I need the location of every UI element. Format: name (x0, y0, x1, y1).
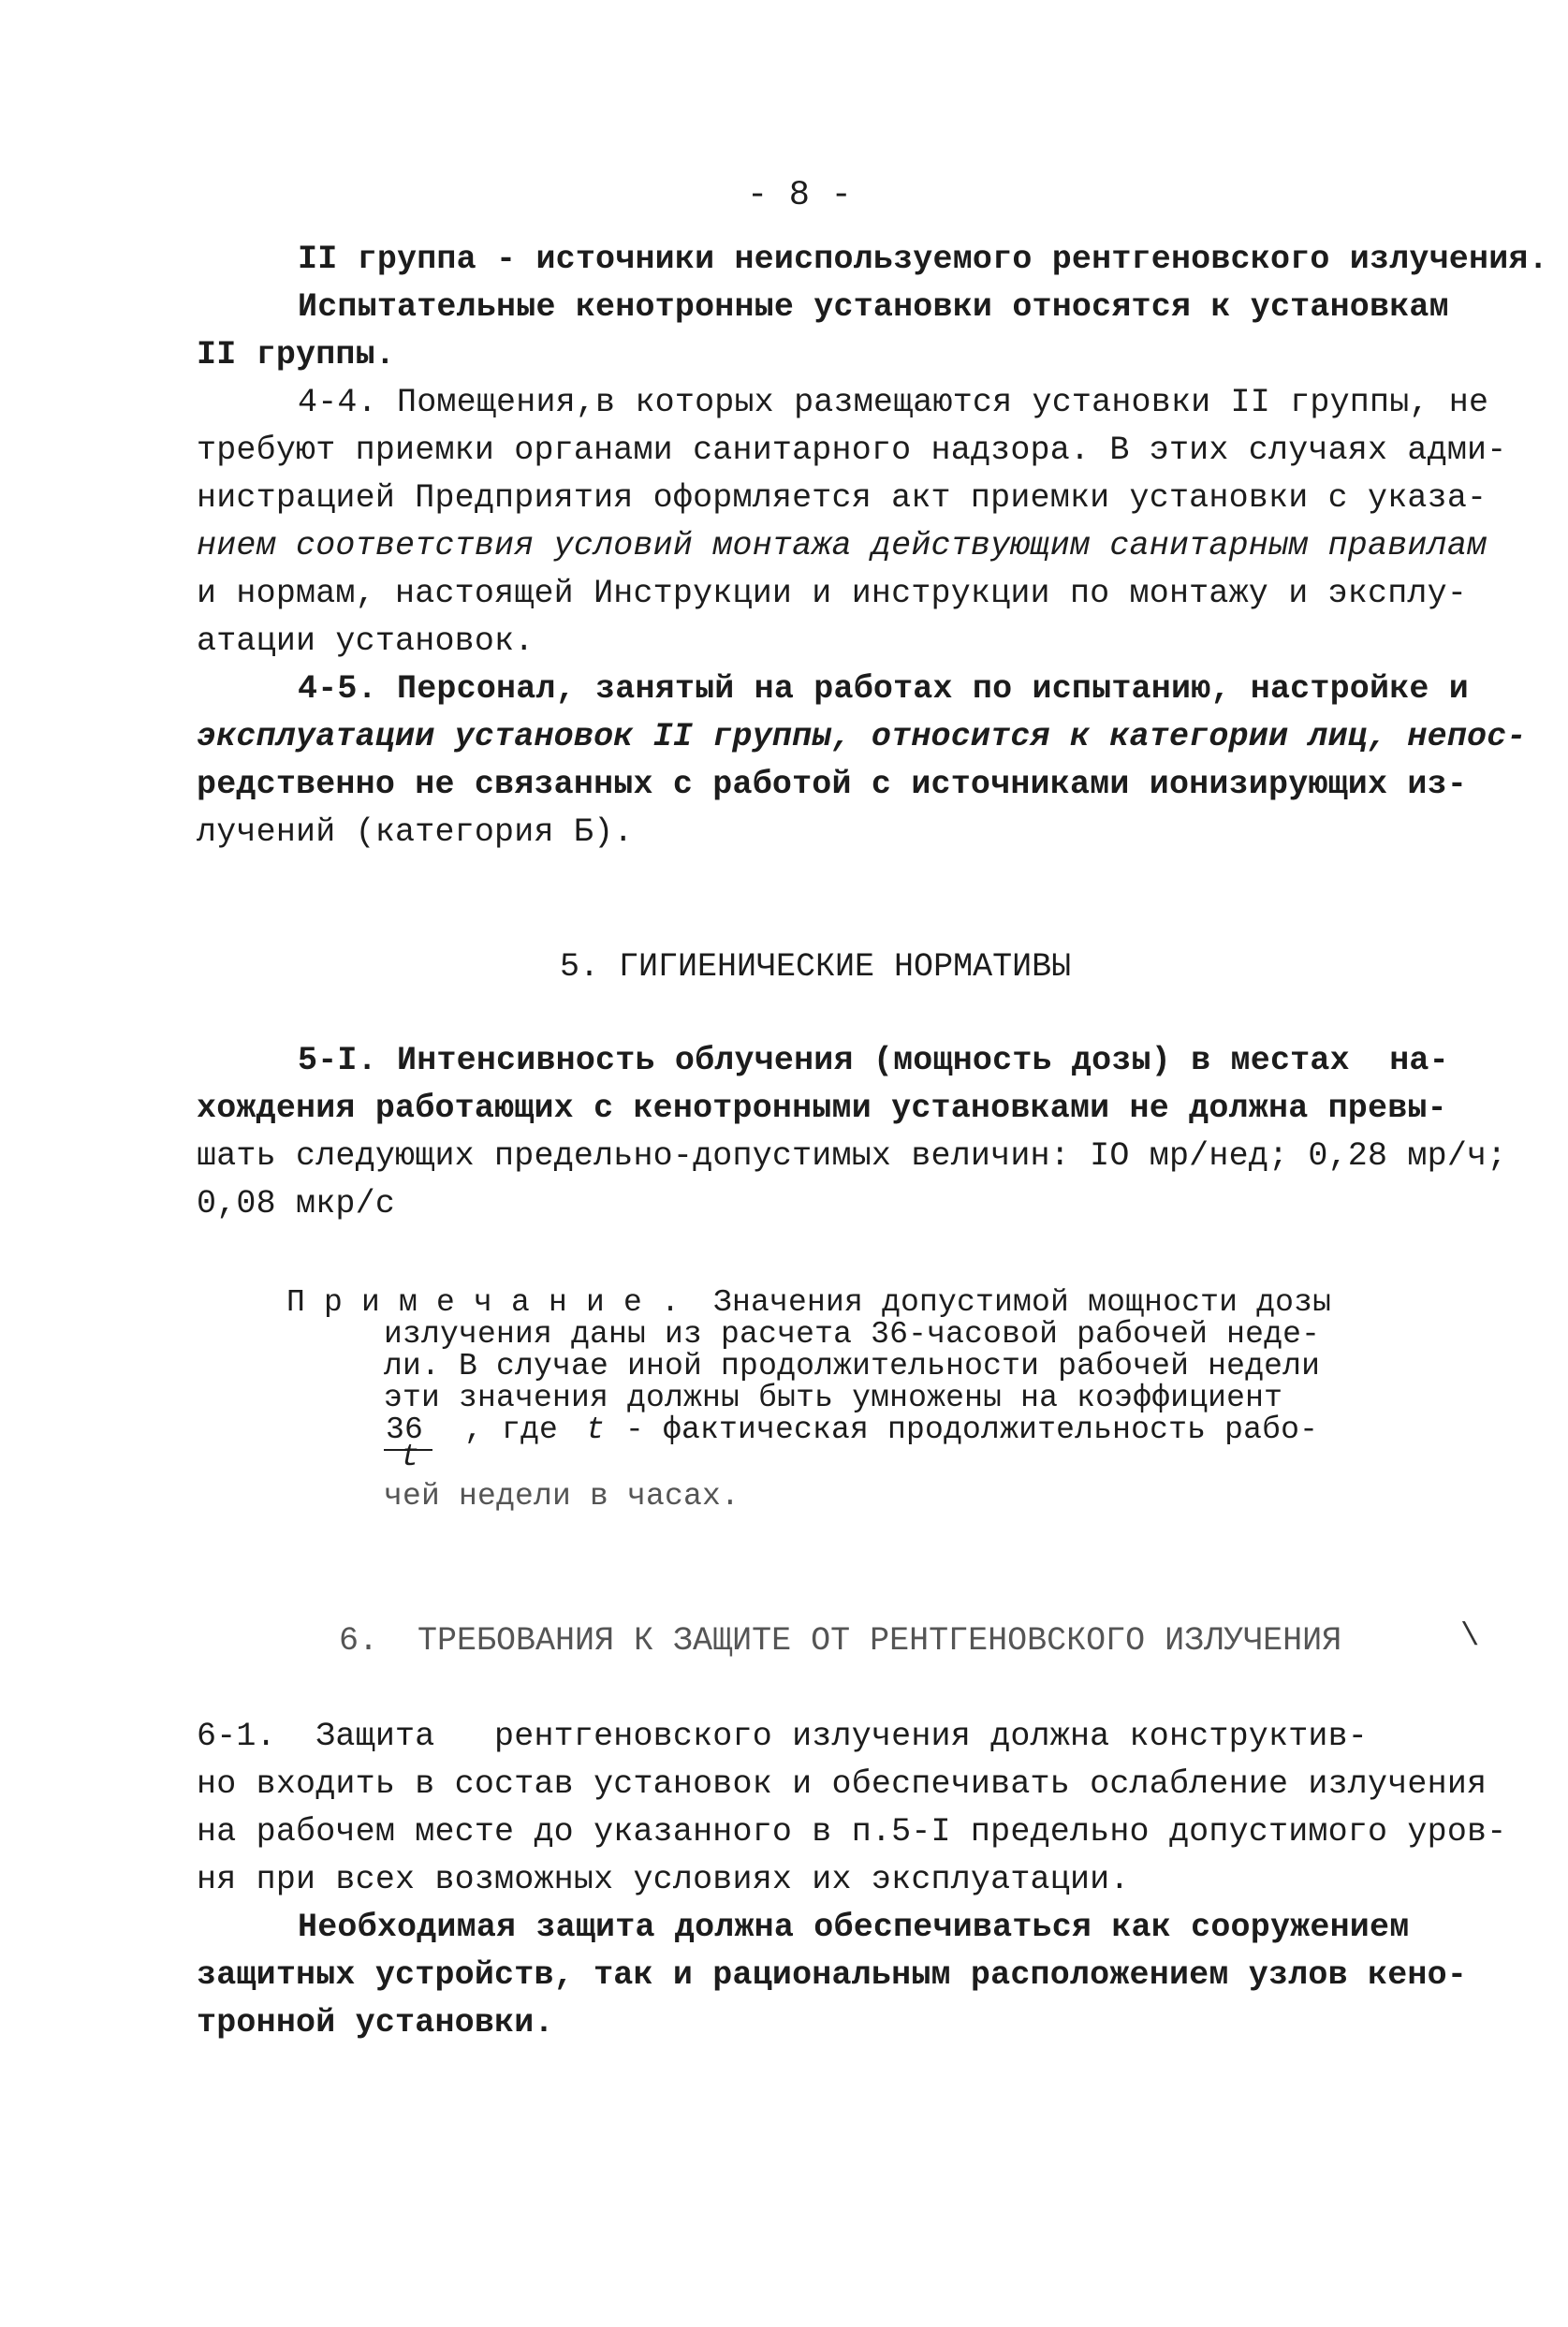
paragraph-line: тронной установки. (197, 2004, 554, 2042)
note-line: , где (464, 1412, 559, 1447)
paragraph-line: 6-1. Защита рентгеновского излучения должна конструктив- (197, 1718, 1369, 1755)
note-line: чей недели в часах. (384, 1479, 740, 1514)
fraction-denominator: t (401, 1440, 420, 1474)
paragraph-line: защитных устройств, так и рациональным расположением узлов кено- (197, 1956, 1468, 1994)
note-label: П р и м е ч а н и е . (286, 1285, 681, 1320)
paragraph-line: требуют приемки органами санитарного надзора. В этих случаях адми- (197, 432, 1507, 469)
variable-t: t (586, 1412, 606, 1447)
paragraph-line: нием соответствия условий монтажа действующим санитарным правилам (197, 527, 1487, 564)
fraction-numerator: 36 (386, 1412, 424, 1447)
paragraph-line: 4-5. Персонал, занятый на работах по испытанию, настройке и (298, 670, 1470, 708)
paragraph-line: ня при всех возможных условиях их эксплуатации. (197, 1861, 1130, 1898)
paragraph-line: но входить в состав установок и обеспечивать ослабление излучения (197, 1765, 1487, 1803)
paragraph-line: хождения работающих с кенотронными установками не должна превы- (197, 1090, 1447, 1127)
paragraph-line: на рабочем месте до указанного в п.5-I предельно допустимого уров- (197, 1813, 1507, 1851)
note-line: эти значения должны быть умножены на коэффициент (384, 1381, 1283, 1415)
paragraph-line: нистрацией Предприятия оформляется акт приемки установки с указа- (197, 479, 1487, 517)
page-number: - 8 - (747, 176, 853, 215)
note-line: излучения даны из расчета 36-часовой рабочей неде- (384, 1317, 1321, 1352)
paragraph-line: 5-I. Интенсивность облучения (мощность дозы) в местах на- (298, 1042, 1449, 1079)
paragraph-line: Необходимая защита должна обеспечиваться как сооружением (298, 1909, 1410, 1946)
paragraph-line: эксплуатации установок II группы, относится к категории лиц, непос- (197, 718, 1527, 755)
paragraph-line: 4-4. Помещения,в которых размещаются установки II группы, не (298, 384, 1489, 421)
stray-mark: \ (1460, 1619, 1480, 1655)
paragraph-line: лучений (категория Б). (197, 813, 634, 851)
paragraph-line: II группа - источники неиспользуемого рентгеновского излучения. (298, 241, 1548, 278)
note-line: Значения допустимой мощности дозы (713, 1285, 1332, 1320)
paragraph-line: 0,08 мкр/с (197, 1185, 396, 1222)
paragraph-line: шать следующих предельно-допустимых величин: IO мр/нед; 0,28 мр/ч; (197, 1137, 1507, 1175)
paragraph-line: Испытательные кенотронные установки относятся к установкам (298, 288, 1449, 326)
note-line: - фактическая продолжительность рабо- (625, 1412, 1319, 1447)
paragraph-line: II группы. (197, 336, 396, 373)
section-5-heading: 5. ГИГИЕНИЧЕСКИЕ НОРМАТИВЫ (560, 948, 1072, 986)
paragraph-line: редственно не связанных с работой с источниками ионизирующих из- (197, 766, 1468, 803)
section-6-heading: 6. ТРЕБОВАНИЯ К ЗАЩИТЕ ОТ РЕНТГЕНОВСКОГО ИЗЛУЧЕНИЯ (339, 1622, 1342, 1660)
note-line: ли. В случае иной продолжительности рабочей недели (384, 1349, 1321, 1383)
paragraph-line: и нормам, настоящей Инструкции и инструкции по монтажу и эксплу- (197, 575, 1468, 612)
paragraph-line: атации установок. (197, 622, 535, 660)
